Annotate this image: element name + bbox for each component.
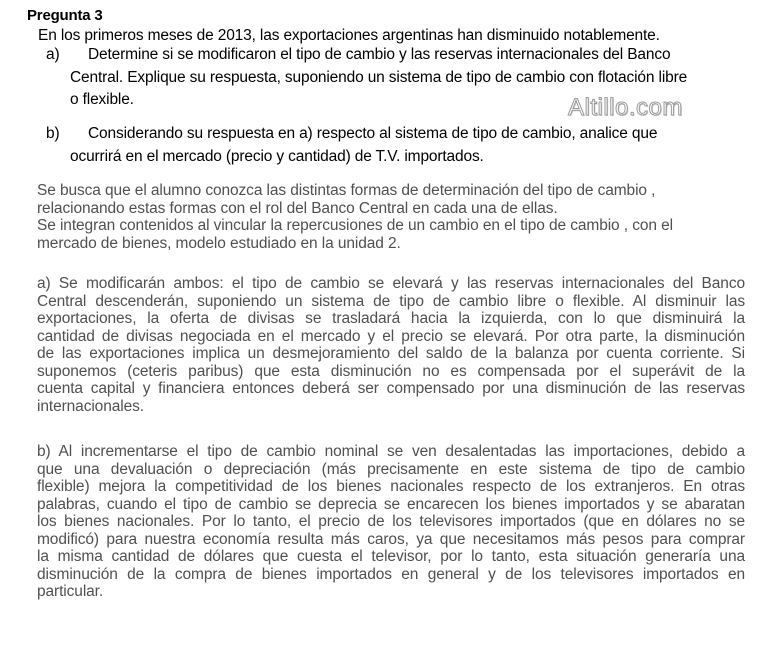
note-line: mercado de bienes, modelo estudiado en la unidad 2.: [37, 234, 401, 252]
answer-a-line: suponemos (ceteris paribus) que esta disminución no es compensada por el superávit de la: [37, 362, 745, 380]
answer-b-line: b) Al incrementarse el tipo de cambio nominal se ven desalentadas las importaciones, debido a: [37, 443, 745, 460]
item-a-line: o flexible.: [70, 91, 134, 108]
note-line: relacionando estas formas con el rol del Banco Central en cada una de ellas.: [37, 199, 558, 217]
question-intro: En los primeros meses de 2013, las exportaciones argentinas han disminuido notablemente.: [38, 27, 660, 44]
item-a-line: Determine si se modificaron el tipo de cambio y las reservas internacionales del Banco: [88, 46, 671, 63]
answer-b-line: la misma cantidad de dólares que cuesta el televisor, por lo tanto, esta situación generaría una: [37, 548, 745, 565]
question-item-b: [46, 123, 657, 168]
question-title: Pregunta 3: [27, 7, 103, 24]
answer-a-line: internacionales.: [37, 397, 144, 415]
note-line: Se integran contenidos al vincular la repercusiones de un cambio en el tipo de cambio , con el: [37, 217, 673, 234]
item-b-line: ocurrirá en el mercado (precio y cantidad) de T.V. importados.: [70, 147, 484, 165]
answer-b: [37, 443, 745, 601]
answer-a-line: cantidad de divisas negociada en el mercado y el precio se elevará. Por otra parte, la disminución: [37, 327, 745, 345]
answer-a-line: Central descenderán, suponiendo un sistema de tipo de cambio libre o flexible. Al disminuir las: [37, 292, 745, 310]
item-marker-b: b): [46, 125, 60, 142]
teacher-note: [37, 182, 745, 252]
item-b-line: Considerando su respuesta en a) respecto al sistema de tipo de cambio, analice que: [88, 125, 658, 142]
item-marker-a: a): [46, 46, 60, 63]
answer-b-line: disminución de la compra de bienes importados en general y de los televisores importados en: [37, 565, 745, 583]
answer-a: [37, 275, 745, 415]
answer-b-line: modificó) para nuestra economía resulta más caros, ya que necesitamos más pesos para comprar: [37, 530, 745, 548]
item-a-line: Central. Explique su respuesta, suponiendo un sistema de tipo de cambio con flotación libre: [70, 68, 688, 86]
answer-a-line: a) Se modificarán ambos: el tipo de cambio se elevará y las reservas internacionales del Banco: [37, 275, 745, 292]
answer-b-line: flexible) mejora la competitividad de los bienes nacionales respecto de los extranjeros. En otras: [37, 478, 745, 495]
answer-b-line: que una devaluación o depreciación (más precisamente en este sistema de tipo de cambio: [37, 460, 745, 478]
answer-b-line: los bienes nacionales. Por lo tanto, el precio de los televisores importados (que en dólares no se: [37, 513, 745, 530]
answer-a-line: cuenta capital y financiera entonces deberá ser compensado por una disminución de las reservas: [37, 380, 745, 397]
answer-b-line: particular.: [37, 583, 104, 600]
answer-b-line: palabras, cuando el tipo de cambio se deprecia se encarecen los bienes importados y se abaratan: [37, 495, 745, 513]
note-line: Se busca que el alumno conozca las distintas formas de determinación del tipo de cambio ,: [37, 182, 656, 199]
altillo-watermark: Altillo.com: [568, 94, 683, 121]
answer-a-line: de las exportaciones implica un desmejoramiento del saldo de la balanza por cuenta corriente. Si: [37, 345, 745, 362]
answer-a-line: exportaciones, la oferta de divisas se trasladará hacia la izquierda, con lo que disminuirá la: [37, 310, 745, 327]
